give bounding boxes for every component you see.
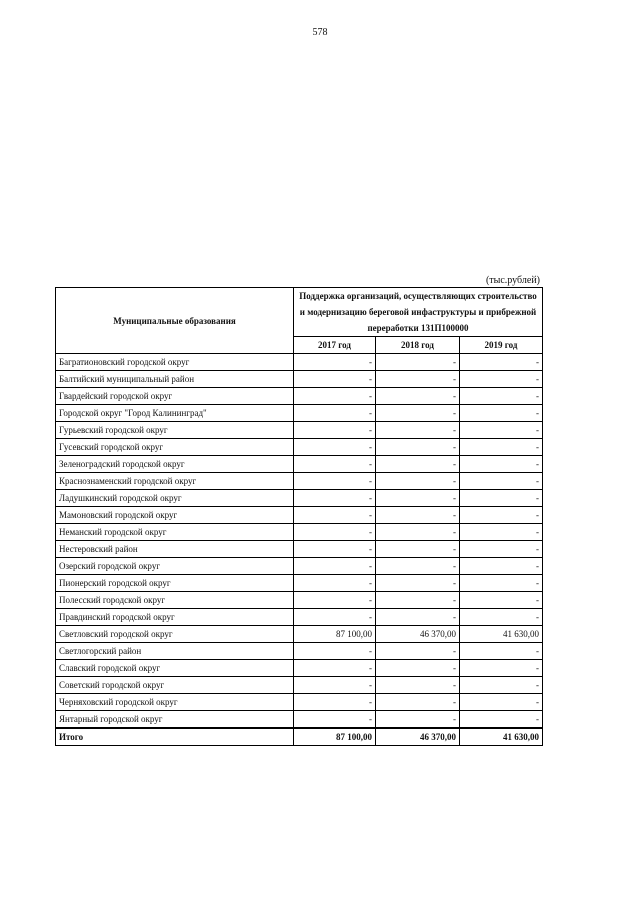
amount-cell: - [376,558,460,575]
amount-cell: - [460,660,543,677]
amount-cell: - [294,524,376,541]
amount-cell: - [294,541,376,558]
municipality-name: Пионерский городской округ [56,575,294,592]
municipality-name: Советский городской округ [56,677,294,694]
municipality-name: Светлогорский район [56,643,294,660]
amount-cell: - [460,439,543,456]
amount-cell: - [294,354,376,371]
municipality-name: Гусевский городской округ [56,439,294,456]
amount-cell: - [294,575,376,592]
amount-cell: - [294,456,376,473]
amount-cell: - [376,643,460,660]
municipality-name: Багратионовский городской округ [56,354,294,371]
amount-cell: - [376,490,460,507]
amount-cell: - [460,371,543,388]
amount-cell: - [460,609,543,626]
amount-cell: - [294,558,376,575]
amount-cell: - [376,354,460,371]
amount-cell: - [460,507,543,524]
amount-cell: - [376,609,460,626]
amount-cell: - [294,405,376,422]
total-amount: 87 100,00 [294,728,376,746]
amount-cell: - [294,660,376,677]
amount-cell: - [376,405,460,422]
table-row [56,473,543,490]
table-row [56,371,543,388]
amount-cell: - [376,439,460,456]
table-row [56,439,543,456]
amount-cell: - [376,473,460,490]
municipality-name: Полесский городской округ [56,592,294,609]
table-row [56,524,543,541]
amount-cell: - [460,354,543,371]
amount-cell: - [376,575,460,592]
municipality-name: Нестеровский район [56,541,294,558]
amount-cell: - [376,507,460,524]
table-row [56,405,543,422]
amount-cell: - [460,473,543,490]
amount-cell: - [376,677,460,694]
table-row [56,354,543,371]
amount-cell: - [376,456,460,473]
amount-cell: - [294,388,376,405]
amount-cell: - [376,592,460,609]
municipality-name: Балтийский муниципальный район [56,371,294,388]
amount-cell: - [460,592,543,609]
amount-cell: - [460,694,543,711]
table-row [56,643,543,660]
amount-cell: - [294,422,376,439]
table-row [56,711,543,729]
amount-cell: - [376,422,460,439]
table-row [56,694,543,711]
municipality-name: Ладушкинский городской округ [56,490,294,507]
header-program: Поддержка организаций, осуществляющих строительство и модернизацию береговой инфаструктуры и прибрежной переработки 131П100000 [294,288,543,337]
municipality-name: Озерский городской округ [56,558,294,575]
table-row [56,388,543,405]
table-row [56,456,543,473]
amount-cell: - [294,609,376,626]
budget-table [55,287,543,746]
municipality-name: Мамоновский городской округ [56,507,294,524]
municipality-name: Гурьевский городской округ [56,422,294,439]
table-row [56,592,543,609]
amount-cell: - [294,490,376,507]
table-row [56,541,543,558]
table-row [56,575,543,592]
amount-cell: - [294,507,376,524]
municipality-name: Правдинский городской округ [56,609,294,626]
amount-cell: - [376,524,460,541]
amount-cell: - [460,490,543,507]
page-number: 578 [312,27,328,38]
amount-cell: - [460,541,543,558]
amount-cell: - [460,558,543,575]
amount-cell: - [376,660,460,677]
amount-cell: 87 100,00 [294,626,376,643]
total-label: Итого [56,728,294,746]
municipality-name: Славский городской округ [56,660,294,677]
amount-cell: - [460,575,543,592]
amount-cell: - [376,694,460,711]
amount-cell: - [294,439,376,456]
total-row [56,728,543,746]
table-row [56,677,543,694]
amount-cell: - [460,524,543,541]
amount-cell: - [294,677,376,694]
municipality-name: Неманский городской округ [56,524,294,541]
amount-cell: - [460,422,543,439]
amount-cell: - [460,456,543,473]
total-amount: 41 630,00 [460,728,543,746]
amount-cell: - [460,405,543,422]
amount-cell: - [460,643,543,660]
table-row [56,507,543,524]
amount-cell: - [294,371,376,388]
municipality-name: Янтарный городской округ [56,711,294,729]
amount-cell: - [294,473,376,490]
header-municipalities: Муниципальные образования [56,288,294,354]
table-body [56,354,543,746]
municipality-name: Зеленоградский городской округ [56,456,294,473]
table-row [56,422,543,439]
amount-cell: - [460,388,543,405]
amount-cell: - [294,711,376,729]
amount-cell: - [294,643,376,660]
units-label: (тыс.рублей) [485,275,540,286]
amount-cell: 46 370,00 [376,626,460,643]
amount-cell: - [294,592,376,609]
amount-cell: - [376,711,460,729]
year-header: 2018 год [376,337,460,354]
amount-cell: - [376,388,460,405]
year-header: 2019 год [460,337,543,354]
municipality-name: Городской округ "Город Калининград" [56,405,294,422]
table-row [56,558,543,575]
table-row [56,490,543,507]
amount-cell: - [376,541,460,558]
year-header: 2017 год [294,337,376,354]
amount-cell: 41 630,00 [460,626,543,643]
municipality-name: Краснознаменский городской округ [56,473,294,490]
amount-cell: - [294,694,376,711]
table-row [56,626,543,643]
municipality-name: Черняховский городской округ [56,694,294,711]
amount-cell: - [460,677,543,694]
total-amount: 46 370,00 [376,728,460,746]
table-row [56,660,543,677]
amount-cell: - [460,711,543,729]
municipality-name: Светловский городской округ [56,626,294,643]
table-row [56,609,543,626]
amount-cell: - [376,371,460,388]
municipality-name: Гвардейский городской округ [56,388,294,405]
